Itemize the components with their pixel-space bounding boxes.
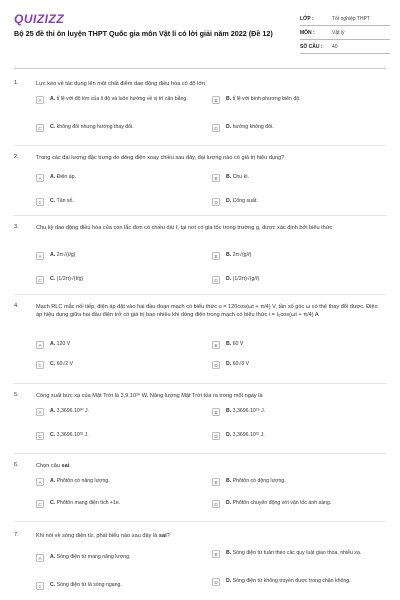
quizizz-logo: QUIZIZZ xyxy=(14,12,65,26)
option-label: A. xyxy=(50,478,56,484)
question-number: 2. xyxy=(14,154,19,160)
option-b[interactable] xyxy=(212,550,380,558)
option-letter-box: B xyxy=(212,96,220,104)
option-c[interactable] xyxy=(36,582,204,590)
option-label: D. xyxy=(226,578,232,584)
option-text: Sóng điện từ mang năng lượng. xyxy=(56,554,131,560)
option-text: Chu kì. xyxy=(232,174,250,180)
option-letter-box: A xyxy=(36,174,44,182)
option-text: 60 V xyxy=(232,341,244,347)
question-text: Chu kỳ dao động điều hòa của con lắc đơn có chiều dài ℓ, tại nơi có gia tốc trọng trường g, được xác định bởi biểu thức xyxy=(36,225,333,231)
option-b[interactable] xyxy=(212,408,380,416)
option-text: Tần số. xyxy=(56,198,74,204)
option-a[interactable] xyxy=(36,554,204,562)
document-header xyxy=(0,0,400,66)
option-c[interactable] xyxy=(36,432,204,440)
option-label: C. xyxy=(50,432,56,438)
option-text: 2π√(ℓ/g) xyxy=(56,252,76,258)
option-label: D. xyxy=(226,432,232,438)
meta-value: Tốt nghiệp THPT xyxy=(332,15,370,22)
option-a[interactable] xyxy=(36,408,204,416)
option-a[interactable] xyxy=(36,174,204,182)
option-letter-box: B xyxy=(212,408,220,416)
meta-row-subject xyxy=(300,26,390,40)
option-text: (1/2π)√(g/ℓ) xyxy=(232,276,260,282)
option-text: không đổi nhưng hướng thay đổi. xyxy=(56,124,134,130)
option-c[interactable] xyxy=(36,124,204,132)
option-label: A. xyxy=(50,408,56,414)
option-label: C. xyxy=(50,582,56,588)
question-number: 7. xyxy=(14,532,19,538)
option-c[interactable] xyxy=(36,198,204,206)
emphasis-word: sai xyxy=(158,533,167,539)
option-c[interactable] xyxy=(36,361,204,369)
option-text: Sóng điện từ là sóng ngang. xyxy=(56,582,122,588)
meta-key: MÔN : xyxy=(300,29,315,36)
option-text: Sóng điện từ tuân theo các quy luật giao thoa, nhiễu xạ. xyxy=(232,550,362,556)
option-letter-box: C xyxy=(36,582,44,590)
option-text: Phôtôn có năng lượng. xyxy=(56,478,110,484)
option-label: B. xyxy=(226,252,232,258)
option-label: A. xyxy=(50,174,56,180)
option-b[interactable] xyxy=(212,478,380,486)
option-b[interactable] xyxy=(212,96,380,104)
option-text: Phôtôn có động lượng. xyxy=(232,478,286,484)
option-d[interactable] xyxy=(212,432,380,440)
option-label: C. xyxy=(50,361,56,367)
question-number: 4. xyxy=(14,303,19,309)
option-letter-box: D xyxy=(212,578,220,586)
option-label: D. xyxy=(226,124,232,130)
option-d[interactable] xyxy=(212,198,380,206)
meta-table xyxy=(300,12,390,54)
option-letter-box: D xyxy=(212,276,220,284)
meta-value: 40 xyxy=(332,43,338,50)
option-b[interactable] xyxy=(212,252,380,260)
option-text: tỉ lệ với bình phương biên độ. xyxy=(232,96,301,102)
separator xyxy=(14,294,386,295)
option-letter-box: D xyxy=(212,198,220,206)
option-label: B. xyxy=(226,174,232,180)
option-label: D. xyxy=(226,198,232,204)
question-number: 6. xyxy=(14,462,19,468)
option-letter-box: C xyxy=(36,198,44,206)
option-letter-box: A xyxy=(36,252,44,260)
separator xyxy=(14,215,386,216)
option-letter-box: B xyxy=(212,478,220,486)
option-letter-box: B xyxy=(212,550,220,558)
option-a[interactable] xyxy=(36,478,204,486)
option-letter-box: C xyxy=(36,361,44,369)
option-text: 3,3696.10³² J. xyxy=(56,432,89,438)
option-label: B. xyxy=(226,96,232,102)
option-letter-box: C xyxy=(36,124,44,132)
option-b[interactable] xyxy=(212,341,380,349)
option-text: Sóng điện từ không truyền được trong chân không. xyxy=(232,578,351,584)
option-a[interactable] xyxy=(36,252,204,260)
separator xyxy=(14,521,386,522)
option-text: Phôtôn chuyển động với vận tốc ánh sáng. xyxy=(232,500,332,506)
document-title: Bộ 25 đề thi ôn luyện THPT Quốc gia môn Vật lí có lời giải năm 2022 (Đề 12) xyxy=(14,29,273,38)
option-text: 120 V xyxy=(56,341,71,347)
question-text: Lực kéo về tác dụng lên một chất điểm dao động điều hòa có độ lớn xyxy=(36,81,206,87)
option-letter-box: D xyxy=(212,361,220,369)
option-c[interactable] xyxy=(36,500,204,508)
option-label: B. xyxy=(226,408,232,414)
option-c[interactable] xyxy=(36,276,204,284)
meta-value: Vật lý xyxy=(332,29,345,36)
question-text: Mạch RLC mắc nối tiếp, điện áp đặt vào hai đầu đoạn mạch có biểu thức u = 120cos(ωt + π/4) V, tần số góc ω có thể thay đổi được. Điện áp hiệu dụng giữa hai đầu điện trở có giá trị bao nhiêu khi dòng điện trong mạch có biểu thức i = I₀cos(ωt + π/4) A xyxy=(36,304,378,319)
option-letter-box: D xyxy=(212,124,220,132)
meta-key: SỐ CÂU : xyxy=(300,43,323,50)
option-d[interactable] xyxy=(212,124,380,132)
option-letter-box: A xyxy=(36,341,44,349)
option-a[interactable] xyxy=(36,341,204,349)
question-text: Khi nói về sóng điện từ, phát biểu nào sau đây là sai? xyxy=(36,533,170,539)
separator xyxy=(14,145,386,146)
option-b[interactable] xyxy=(212,174,380,182)
option-label: A. xyxy=(50,96,56,102)
option-d[interactable] xyxy=(212,500,380,508)
option-label: A. xyxy=(50,341,56,347)
question-number: 1. xyxy=(14,80,19,86)
option-text: Phôtôn mang điện tích +1e. xyxy=(56,500,121,506)
option-label: C. xyxy=(50,124,56,130)
option-label: B. xyxy=(226,478,232,484)
question-text: Chọn câu sai. xyxy=(36,463,71,469)
option-letter-box: D xyxy=(212,500,220,508)
option-label: D. xyxy=(226,500,232,506)
option-text: 3,3696.10³⁰ J. xyxy=(56,408,90,414)
option-label: A. xyxy=(50,252,56,258)
question-text: Công suất bức xạ của Mặt Trời là 3,9.10²⁶ W. Năng lượng Mặt Trời tỏa ra trong một ngày là xyxy=(36,393,263,399)
option-letter-box: B xyxy=(212,174,220,182)
option-label: A. xyxy=(50,554,56,560)
option-label: B. xyxy=(226,550,232,556)
option-letter-box: C xyxy=(36,432,44,440)
question-text: Trong các đại lượng đặc trưng do dòng điện xoay chiều sau đây, đại lượng nào có giá trị hiệu dụng? xyxy=(36,155,285,161)
option-letter-box: D xyxy=(212,432,220,440)
question-number: 5. xyxy=(14,392,19,398)
option-letter-box: A xyxy=(36,96,44,104)
separator xyxy=(14,383,386,384)
meta-row-class xyxy=(300,12,390,26)
option-letter-box: B xyxy=(212,252,220,260)
option-letter-box: C xyxy=(36,500,44,508)
option-text: 2π√(g/ℓ) xyxy=(232,252,252,258)
option-text: Điện áp. xyxy=(56,174,76,180)
option-letter-box: C xyxy=(36,276,44,284)
option-d[interactable] xyxy=(212,578,380,586)
option-text: 60√2 V xyxy=(56,361,74,367)
option-text: 3,3696.10³¹ J. xyxy=(232,432,265,438)
option-text: hướng không đổi. xyxy=(232,124,274,130)
option-label: C. xyxy=(50,276,56,282)
option-label: B. xyxy=(226,341,232,347)
option-letter-box: A xyxy=(36,408,44,416)
option-text: tỉ lệ với độ lớn của li độ và luôn hướng về vị trí cân bằng. xyxy=(56,96,188,102)
option-letter-box: A xyxy=(36,478,44,486)
option-a[interactable] xyxy=(36,96,204,104)
emphasis-word: sai xyxy=(61,463,70,469)
option-label: D. xyxy=(226,276,232,282)
option-text: 60√3 V xyxy=(232,361,250,367)
option-text: (1/2π)√(ℓ/g) xyxy=(56,276,84,282)
option-d[interactable] xyxy=(212,276,380,284)
option-letter-box: A xyxy=(36,554,44,562)
option-label: D. xyxy=(226,361,232,367)
option-text: 3,3696.10²⁹ J. xyxy=(232,408,266,414)
separator xyxy=(14,453,386,454)
question-number: 3. xyxy=(14,224,19,230)
option-d[interactable] xyxy=(212,361,380,369)
meta-key: LỚP : xyxy=(300,15,314,22)
meta-row-count xyxy=(300,40,390,54)
option-label: C. xyxy=(50,500,56,506)
option-label: C. xyxy=(50,198,56,204)
header-divider xyxy=(14,68,386,69)
option-letter-box: B xyxy=(212,341,220,349)
option-text: Công suất. xyxy=(232,198,258,204)
